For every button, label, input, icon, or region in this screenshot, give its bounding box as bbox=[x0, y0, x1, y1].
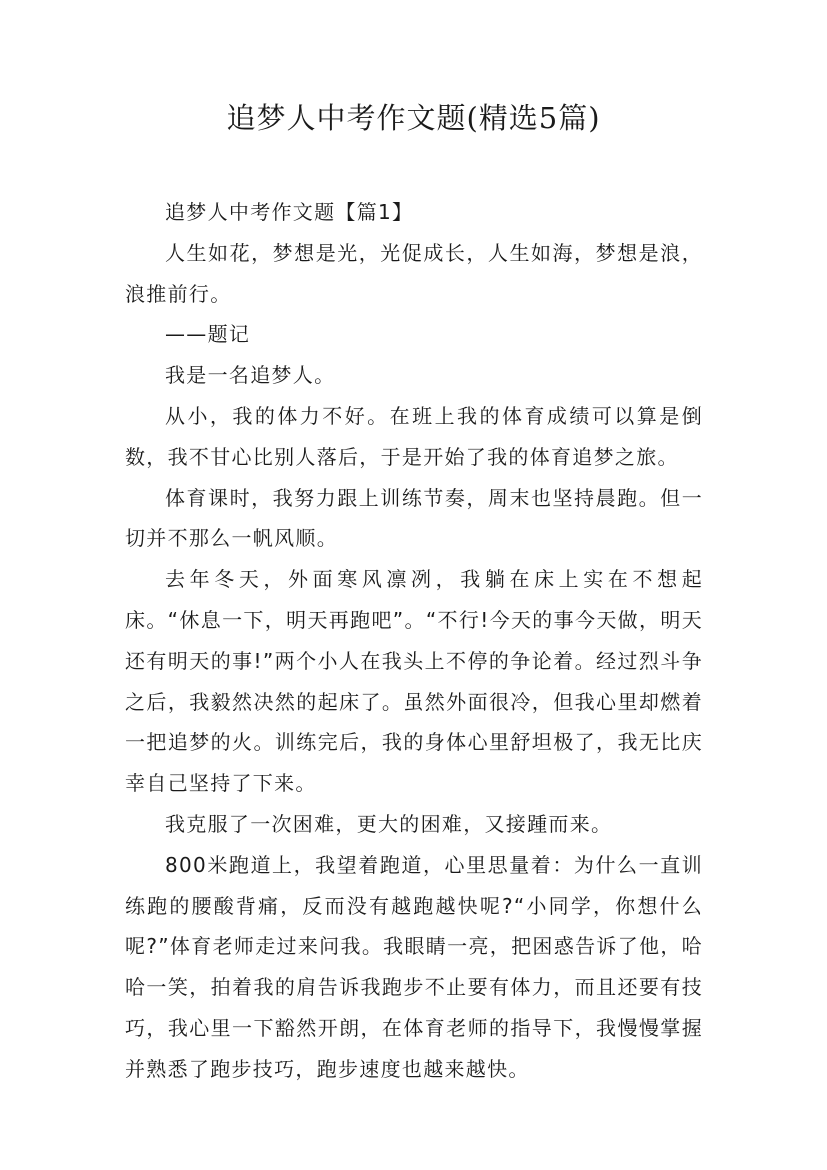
epigraph-attribution: ——题记 bbox=[165, 322, 251, 347]
body-paragraph: 我是一名追梦人。 bbox=[165, 363, 336, 388]
document-title: 追梦人中考作文题(精选5篇) bbox=[226, 101, 601, 135]
body-paragraph: 800米跑道上，我望着跑道，心里思量着：为什么一直训练跑的腰酸背痛，反而没有越跑越快呢?“小同学，你想什么呢?”体育老师走过来问我。我眼睛一亮，把困惑告诉了他，哈哈一笑，拍着我的肩告诉我跑步不止要有体力，而且还要有技巧，我心里一下豁然开朗，在体育老师的指导下，我慢慢掌握并熟悉了跑步技巧，跑步速度也越来越快。 bbox=[125, 852, 703, 1081]
body-paragraph: 体育课时，我努力跟上训练节奏，周末也坚持晨跑。但一切并不那么一帆风顺。 bbox=[125, 485, 703, 551]
body-paragraph: 我克服了一次困难，更大的困难，又接踵而来。 bbox=[165, 811, 613, 836]
section-heading: 追梦人中考作文题【篇1】 bbox=[165, 200, 414, 224]
epigraph-paragraph: 人生如花，梦想是光，光促成长，人生如海，梦想是浪，浪推前行。 bbox=[125, 240, 703, 306]
body-paragraph: 去年冬天，外面寒风凛冽，我躺在床上实在不想起床。“休息一下，明天再跑吧”。“不行!今天的事今天做，明天还有明天的事!”两个小人在我头上不停的争论着。经过烈斗争之后，我毅然决然的起床了。虽然外面很冷，但我心里却燃着一把追梦的火。训练完后，我的身体心里舒坦极了，我无比庆幸自己坚持了下来。 bbox=[125, 567, 703, 796]
document-body bbox=[125, 192, 703, 1090]
body-paragraph: 从小，我的体力不好。在班上我的体育成绩可以算是倒数，我不甘心比别人落后，于是开始了我的体育追梦之旅。 bbox=[125, 403, 703, 469]
